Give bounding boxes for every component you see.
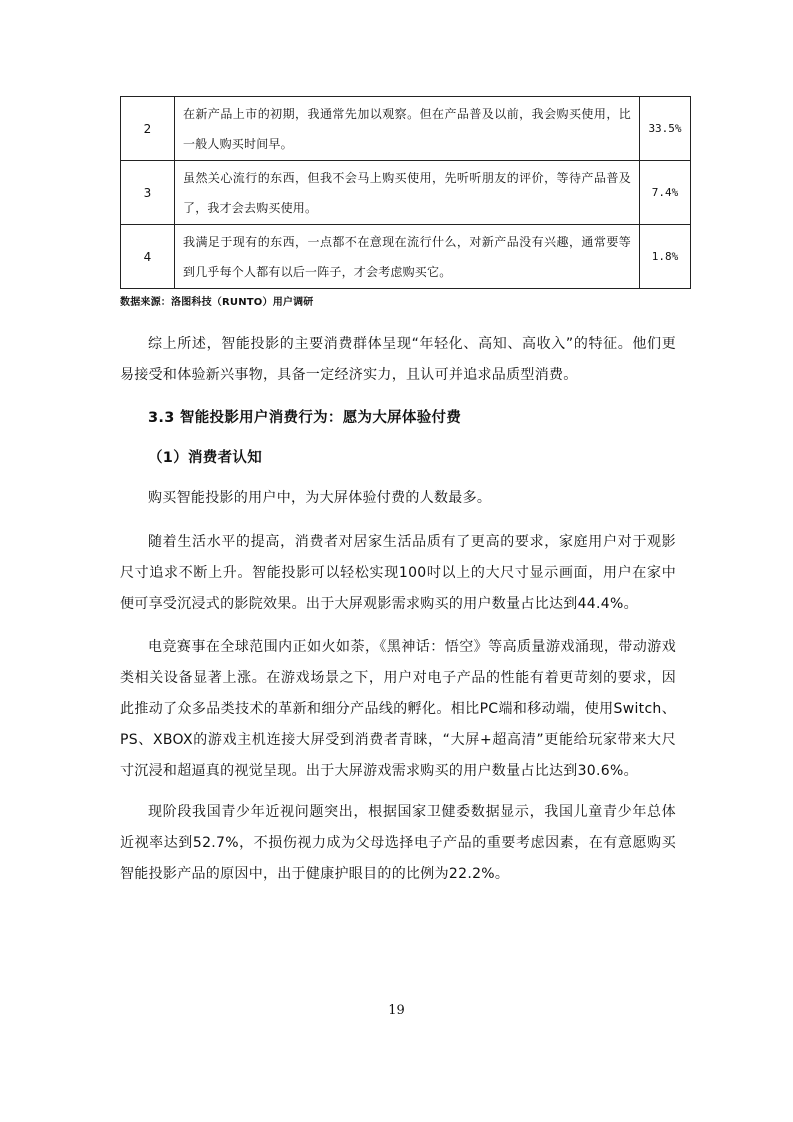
- body-paragraph: 现阶段我国青少年近视问题突出，根据国家卫健委数据显示，我国儿童青少年总体近视率达到52.7%，不损伤视力成为父母选择电子产品的重要考虑因素，在有意愿购买智能投影产品的原因中，出于健康护眼目的的比例为22.2%。: [120, 804, 676, 882]
- row-number: 3: [121, 161, 175, 225]
- summary-paragraph: 综上所述，智能投影的主要消费群体呈现“年轻化、高知、高收入”的特征。他们更易接受和体验新兴事物，具备一定经济实力，且认可并追求品质型消费。: [120, 336, 676, 383]
- row-description: 虽然关心流行的东西，但我不会马上购买使用，先听听朋友的评价，等待产品普及了，我才会去购买使用。: [175, 161, 640, 225]
- sub-heading: （1）消费者认知: [148, 450, 262, 466]
- page-number: 19: [388, 1003, 405, 1018]
- body-paragraph: 电竞赛事在全球范围内正如火如荼，《黑神话：悟空》等高质量游戏涌现，带动游戏类相关设备显著上涨。在游戏场景之下，用户对电子产品的性能有着更苛刻的要求，因此推动了众多品类技术的革新和细分产品线的孵化。相比PC端和移动端，使用Switch、PS、XBOX的游戏主机连接大屏受到消费者青睐，“大屏+超高清”更能给玩家带来大尺寸沉浸和超逼真的视觉呈现。出于大屏游戏需求购买的用户数量占比达到30.6%。: [120, 639, 676, 779]
- row-number: 4: [121, 225, 175, 289]
- row-description: 我满足于现有的东西，一点都不在意现在流行什么，对新产品没有兴趣，通常要等到几乎每个人都有以后一阵子，才会考虑购买它。: [175, 225, 640, 289]
- survey-table: [120, 96, 691, 289]
- row-percentage: 1.8%: [640, 225, 691, 289]
- data-source-note: 数据来源：洛图科技（RUNTO）用户调研: [120, 297, 314, 308]
- body-paragraph: 随着生活水平的提高，消费者对居家生活品质有了更高的要求，家庭用户对于观影尺寸追求不断上升。智能投影可以轻松实现100吋以上的大尺寸显示画面，用户在家中便可享受沉浸式的影院效果。出于大屏观影需求购买的用户数量占比达到44.4%。: [120, 534, 676, 612]
- row-number: 2: [121, 97, 175, 161]
- section-heading: 3.3 智能投影用户消费行为：愿为大屏体验付费: [148, 410, 462, 426]
- row-percentage: 33.5%: [640, 97, 691, 161]
- body-paragraph: 购买智能投影的用户中，为大屏体验付费的人数最多。: [148, 490, 492, 506]
- table-row: [121, 225, 691, 289]
- row-description: 在新产品上市的初期，我通常先加以观察。但在产品普及以前，我会购买使用，比一般人购买时间早。: [175, 97, 640, 161]
- table-row: [121, 161, 691, 225]
- table-row: [121, 97, 691, 161]
- row-percentage: 7.4%: [640, 161, 691, 225]
